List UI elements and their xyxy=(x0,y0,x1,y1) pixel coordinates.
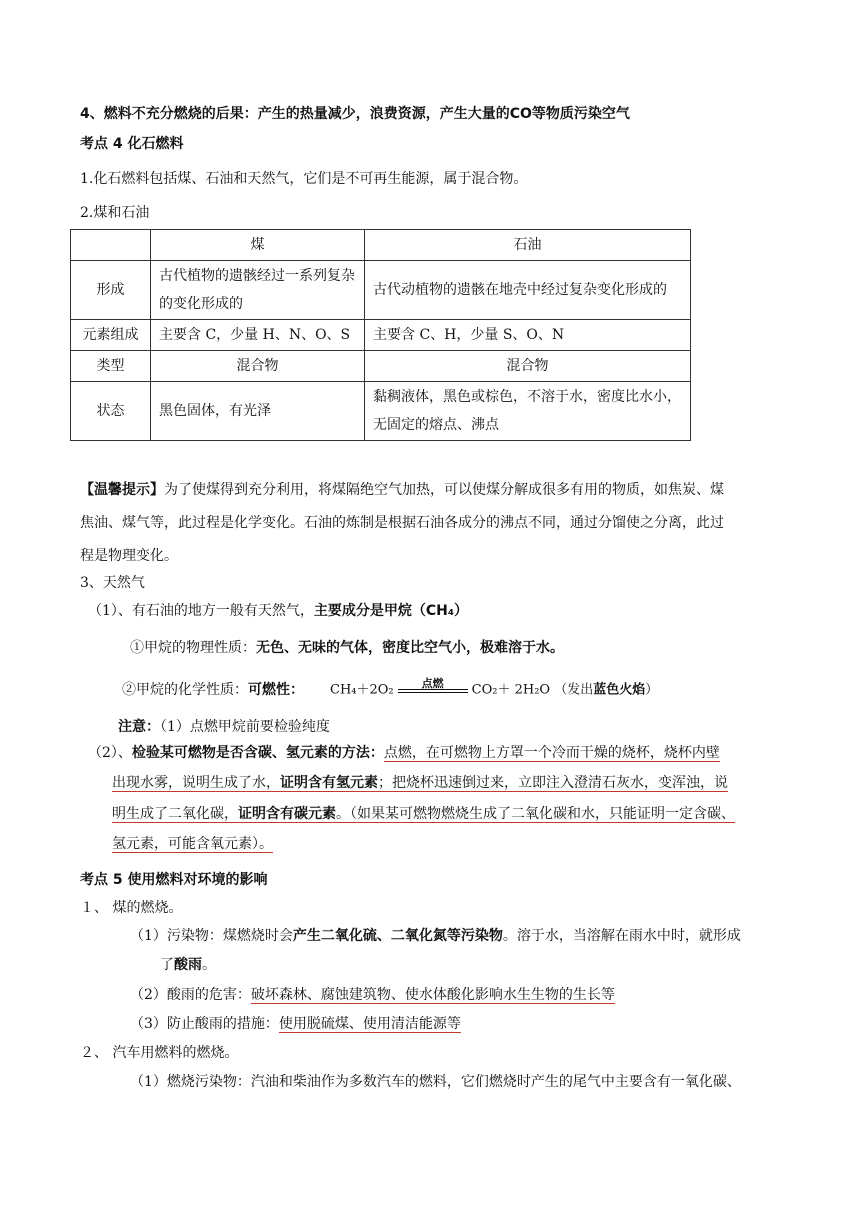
table-cell: 混合物 xyxy=(365,351,691,382)
equation-end: ） xyxy=(645,682,659,698)
table-header-coal: 煤 xyxy=(151,230,365,261)
tip-line-1 xyxy=(80,480,724,500)
table-row xyxy=(71,320,691,351)
pollutant-text: 了 xyxy=(160,957,174,973)
methane-chemical-bold: 可燃性： xyxy=(248,682,304,698)
table-row xyxy=(71,230,691,261)
section-heading-4: 考点 4 化石燃料 xyxy=(80,136,184,152)
pollutant-bold: 产生二氧化硫、二氧化氮等污染物 xyxy=(292,928,503,944)
gas-item-2-line-2 xyxy=(112,773,728,793)
carbon-proof: 证明含有碳元素 xyxy=(238,806,336,822)
gas-item-2-bold: 检验某可燃物是否含碳、氢元素的方法： xyxy=(131,745,384,761)
car-fuel-heading: ２、 汽车用燃料的燃烧。 xyxy=(80,1045,239,1061)
table-cell: 黑色固体，有光泽 xyxy=(151,382,365,441)
gas-item-2-text: 明生成了二氧化碳， xyxy=(112,806,238,822)
acid-rain-harm-label: （2）酸雨的危害： xyxy=(130,987,251,1003)
combustion-equation xyxy=(330,677,659,701)
gas-item-1-text: （1）、有石油的地方一般有天然气， xyxy=(88,603,314,619)
table-cell: 黏稠液体，黑色或棕色，不溶于水，密度比水小，无固定的熔点、沸点 xyxy=(365,382,691,441)
gas-item-1-bold: 主要成分是甲烷（CH₄） xyxy=(313,603,469,619)
table-row xyxy=(71,382,691,441)
car-pollutant-line: （1）燃烧污染物：汽油和柴油作为多数汽车的燃料，它们燃烧时产生的尾气中主要含有一氧化碳、 xyxy=(130,1074,741,1090)
table-cell: 状态 xyxy=(71,382,151,441)
methane-chemical xyxy=(122,680,304,700)
hydrogen-proof: 证明含有氢元素 xyxy=(280,775,378,791)
table-row xyxy=(71,261,691,320)
tip-text: 为了使煤得到充分利用，将煤隔绝空气加热，可以使煤分解成很多有用的物质，如焦炭、煤 xyxy=(164,482,724,498)
coal-oil-heading: 2.煤和石油 xyxy=(80,205,150,221)
natural-gas-heading: 3、天然气 xyxy=(80,575,145,591)
note-text: （1）点燃甲烷前要检验纯度 xyxy=(160,719,330,735)
acid-rain-harm xyxy=(130,985,615,1005)
acid-rain-prevention-text: 使用脱硫煤、使用清洁能源等 xyxy=(278,1016,461,1032)
tip-label: 【温馨提示】 xyxy=(80,482,164,498)
table-row xyxy=(71,351,691,382)
acid-rain-prevention-label: （3）防止酸雨的措施： xyxy=(130,1016,279,1032)
pollutant-line-1 xyxy=(130,926,741,946)
note-label: 注意： xyxy=(118,719,160,735)
equation-reactants: CH₄＋2O₂ xyxy=(330,682,394,698)
reaction-arrow xyxy=(398,677,468,700)
acid-rain-harm-text: 破坏森林、腐蚀建筑物、使水体酸化影响水生生物的生长等 xyxy=(250,987,615,1003)
gas-item-2-line-3 xyxy=(112,804,735,824)
table-cell: 混合物 xyxy=(151,351,365,382)
pollutant-text: 。 xyxy=(202,957,216,973)
fuel-consequence-line: 4、燃料不充分燃烧的后果：产生的热量减少，浪费资源，产生大量的CO等物质污染空气 xyxy=(80,106,630,122)
equation-products: CO₂＋ 2H₂O （发出 xyxy=(471,682,594,698)
pollutant-line-2 xyxy=(160,955,216,975)
fossil-fuel-intro: 1.化石燃料包括煤、石油和天然气，它们是不可再生能源，属于混合物。 xyxy=(80,171,528,187)
table-cell: 元素组成 xyxy=(71,320,151,351)
gas-item-1 xyxy=(88,601,468,621)
gas-item-2-line-1 xyxy=(88,743,720,763)
note-line xyxy=(118,717,330,737)
table-cell: 主要含 C、H，少量 S、O、N xyxy=(365,320,691,351)
gas-item-2-text: 出现水雾，说明生成了水， xyxy=(112,775,280,791)
gas-item-2-text: ；把烧杯迅速倒过来，立即注入澄清石灰水，变浑浊，说 xyxy=(378,775,728,791)
table-header-oil: 石油 xyxy=(365,230,691,261)
pollutant-text: 。溶于水，当溶解在雨水中时，就形成 xyxy=(502,928,741,944)
table-cell: 形成 xyxy=(71,261,151,320)
table-cell: 类型 xyxy=(71,351,151,382)
blue-flame-text: 蓝色火焰 xyxy=(593,682,646,698)
table-cell: 主要含 C，少量 H、N、O、S xyxy=(151,320,365,351)
section-heading-5: 考点 5 使用燃料对环境的影响 xyxy=(80,872,268,888)
acid-rain-bold: 酸雨 xyxy=(174,957,202,973)
acid-rain-prevention xyxy=(130,1014,461,1034)
gas-item-2-prefix: （2）、 xyxy=(88,745,132,761)
table-cell: 古代动植物的遗骸在地壳中经过复杂变化形成的 xyxy=(365,261,691,320)
gas-item-2-line-4: 氢元素，可能含氧元素）。 xyxy=(112,836,273,852)
gas-item-2-text: 。（如果某可燃物燃烧生成了二氧化碳和水，只能证明一定含碳、 xyxy=(336,806,735,822)
tip-line-3: 程是物理变化。 xyxy=(80,548,178,564)
methane-physical xyxy=(130,638,564,658)
tip-line-2: 焦油、煤气等，此过程是化学变化。石油的炼制是根据石油各成分的沸点不同，通过分馏使之分离，此过 xyxy=(80,515,724,531)
methane-physical-label: ①甲烷的物理性质： xyxy=(130,640,256,656)
reaction-condition: 点燃 xyxy=(421,677,444,690)
gas-item-2-text: 点燃，在可燃物上方罩一个冷而干燥的烧杯，烧杯内壁 xyxy=(383,745,720,761)
table-cell xyxy=(71,230,151,261)
methane-chemical-label: ②甲烷的化学性质： xyxy=(122,682,248,698)
methane-physical-text: 无色、无味的气体，密度比空气小，极难溶于水。 xyxy=(256,640,564,656)
table-cell: 古代植物的遗骸经过一系列复杂的变化形成的 xyxy=(151,261,365,320)
pollutant-label: （1）污染物：煤燃烧时会 xyxy=(130,928,293,944)
coal-oil-table xyxy=(70,229,691,441)
coal-burning-heading: １、 煤的燃烧。 xyxy=(80,900,183,916)
